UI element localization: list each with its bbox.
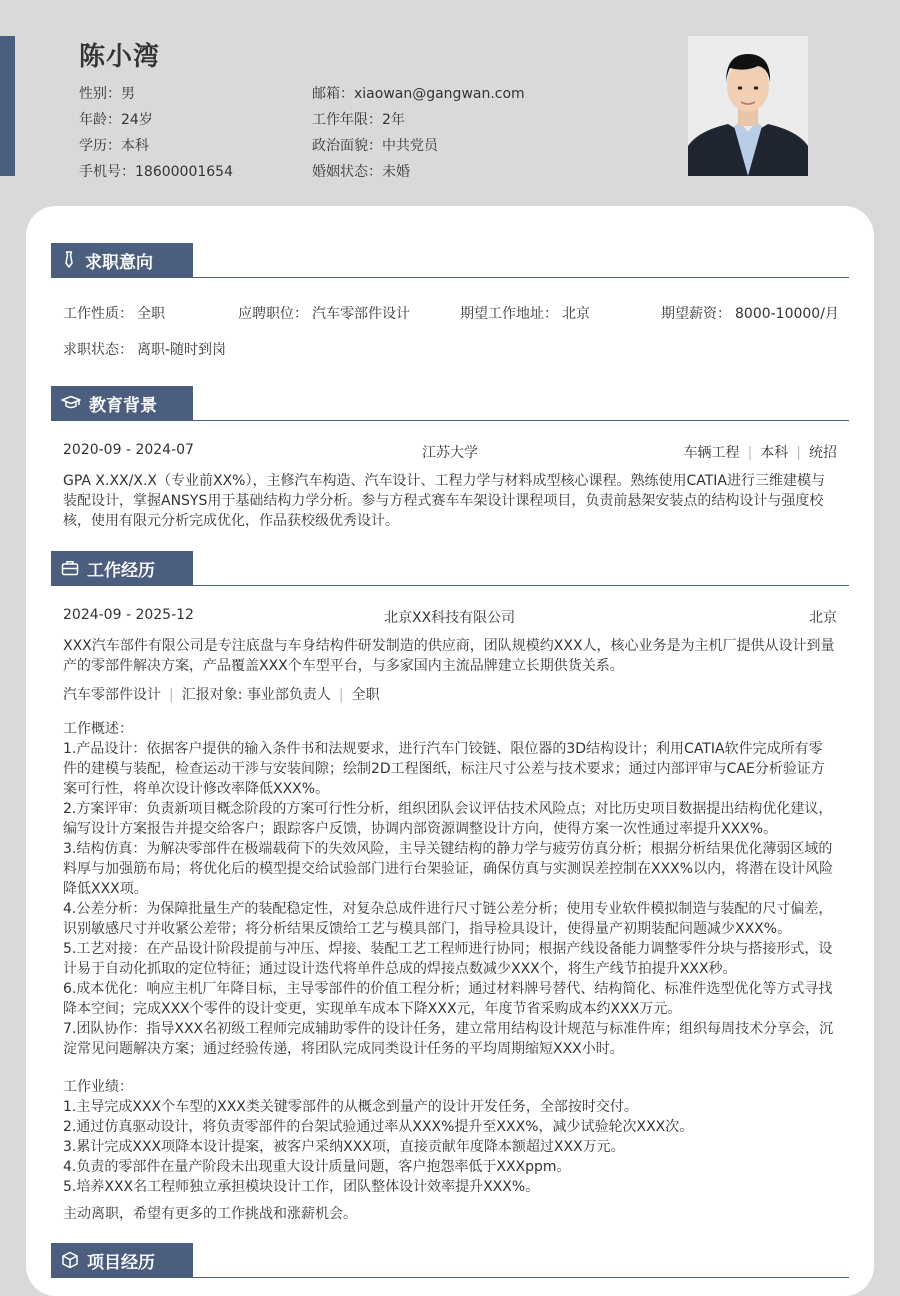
work-overview: 工作概述： 1.产品设计：依据客户提供的输入条件书和法规要求，进行汽车门铰链、限位器的3D结构设计；利用CATIA软件完成所有零件的建模与装配，检查运动干涉与安装间隙；绘制2D工程图纸，标注尺寸公差与技术要求；通过内部评审与CAE分析验证方案可行性，将单次设计修改率降低XXX%。 2.方案评审：负责新项目概念阶段的方案可行性分析，组织团队会议评估技术风险点；对比历史项目数据提出结构优化建议，编写设计方案报告并提交给客户；跟踪客户反馈，协调内部资源调整设计方向，使得方案一次性通过率提升XXX%。 3.结构仿真：为解决零部件在极端载荷下的失效风险，主导关键结构的静力学与疲劳仿真分析；根据分析结果优化薄弱区域的料厚与加强筋布局；将优化后的模型提交给试验部门进行台架验证，确保仿真与实测误差控制在XXX%以内，将潜在设计风险降低XXX项。 4.公差分析：为保障批量生产的装配稳定性，对复杂总成件进行尺寸链公差分析；使用专业软件模拟制造与装配的尺寸偏差，识别敏感尺寸并收紧公差带；将分析结果反馈给工艺与模具部门，指导检具设计，使得量产初期装配问题减少XXX%。 5.工艺对接：在产品设计阶段提前与冲压、焊接、装配工艺工程师进行协同；根据产线设备能力调整零件分块与搭接形式，设计易于自动化抓取的定位特征；通过设计迭代将单件总成的焊接点数减少XXX个，将生产线节拍提升XXX秒。 6.成本优化：响应主机厂年降目标，主导零部件的价值工程分析；通过材料牌号替代、结构简化、标准件选型优化等方式寻找降本空间；完成XXX个零件的设计变更，实现单车成本下降XXX元，年度节省采购成本约XXX万元。 7.团队协作：指导XXX名初级工程师完成辅助零件的设计任务，建立常用结构设计规范与标准件库；组织每周技术分享会，沉淀常见问题解决方案；通过经验传递，将团队完成同类设计任务的平均周期缩短XXX小时。 — [63, 721, 834, 1057]
cube-icon — [61, 1251, 79, 1269]
duty-list — [63, 739, 835, 1059]
education-level: 学历：本科 — [79, 138, 149, 154]
school-name: 江苏大学 — [422, 445, 478, 461]
phone: 手机号：18600001654 — [79, 164, 233, 180]
education-meta: 车辆工程 | 本科 | 统招 — [683, 445, 837, 461]
job-location: 期望工作地址： 北京 — [460, 306, 590, 322]
duty-item: 7.团队协作：指导XXX名初级工程师完成辅助零件的设计任务，建立常用结构设计规范与标准件库；组织每周技术分享会，沉淀常见问题解决方案；通过经验传递，将团队完成同类设计任务的平均周期缩短XXX小时。 — [63, 1021, 834, 1057]
education-period: 2020-09 - 2024-07 — [63, 442, 194, 458]
work-years: 工作年限：2年 — [312, 112, 405, 128]
job-position: 应聘职位： 汽车零部件设计 — [238, 306, 410, 322]
gender: 性别：男 — [79, 86, 135, 102]
duty-item: 3.结构仿真：为解决零部件在极端载荷下的失效风险，主导关键结构的静力学与疲劳仿真分析；根据分析结果优化薄弱区域的料厚与加强筋布局；将优化后的模型提交给试验部门进行台架验证，确保仿真与实测误差控制在XXX%以内，将潜在设计风险降低XXX项。 — [63, 841, 834, 897]
resume-card — [26, 206, 874, 1296]
duty-item: 1.产品设计：依据客户提供的输入条件书和法规要求，进行汽车门铰链、限位器的3D结构设计；利用CATIA软件完成所有零件的建模与装配，检查运动干涉与安装间隙；绘制2D工程图纸，标注尺寸公差与技术要求；通过内部评审与CAE分析验证方案可行性，将单次设计修改率降低XXX%。 — [63, 741, 825, 797]
profile-photo — [688, 36, 808, 176]
job-status: 求职状态： 离职-随时到岗 — [63, 342, 227, 358]
section-title: 求职意向 — [85, 252, 153, 273]
graduation-cap-icon — [61, 395, 81, 411]
education-description: GPA X.XX/X.X（专业前XX%），主修汽车构造、汽车设计、工程力学与材料成型核心课程。熟练使用CATIA进行三维建模与装配设计，掌握ANSYS用于基础结构力学分析。参与方程式赛车车架设计课程项目，负责前悬架安装点的结构设计与强度校核，使用有限元分析完成优化，作品获校级优秀设计。 — [63, 473, 825, 529]
achievement-item: 2.通过仿真驱动设计，将负责零部件的台架试验通过率从XXX%提升至XXX%，减少试验轮次XXX次。 — [63, 1119, 694, 1135]
duty-item: 5.工艺对接：在产品设计阶段提前与冲压、焊接、装配工艺工程师进行协同；根据产线设备能力调整零件分块与搭接形式，设计易于自动化抓取的定位特征；通过设计迭代将单件总成的焊接点数减少XXX个，将生产线节拍提升XXX秒。 — [63, 941, 833, 977]
company-name: 北京XX科技有限公司 — [384, 610, 516, 626]
section-title: 项目经历 — [87, 1252, 155, 1273]
job-type: 工作性质： 全职 — [63, 306, 165, 322]
political-status: 政治面貌：中共党员 — [312, 138, 438, 154]
email: 邮箱：xiaowan@gangwan.com — [312, 86, 525, 102]
company-intro: XXX汽车部件有限公司是专注底盘与车身结构件研发制造的供应商，团队规模约XXX人，核心业务是为主机厂提供从设计到量产的零部件解决方案，产品覆盖XXX个车型平台，与多家国内主流品牌建立长期供货关系。 — [63, 638, 835, 674]
duty-item: 6.成本优化：响应主机厂年降目标，主导零部件的价值工程分析；通过材料牌号替代、结构简化、标准件选型优化等方式寻找降本空间；完成XXX个零件的设计变更，实现单车成本下降XXX元，年度节省采购成本约XXX万元。 — [63, 981, 833, 1017]
work-city: 北京 — [809, 610, 837, 626]
briefcase-icon — [61, 560, 79, 576]
leave-reason: 主动离职，希望有更多的工作挑战和涨薪机会。 — [63, 1206, 357, 1222]
work-achievements: 工作业绩： 1.主导完成XXX个车型的XXX类关键零部件的从概念到量产的设计开发任务，全部按时交付。 2.通过仿真驱动设计，将负责零部件的台架试验通过率从XXX%提升至XXX%，减少试验轮次XXX次。 3.累计完成XXX项降本设计提案，被客户采纳XXX项，直接贡献年度降本额超过XXX万元。 4.负责的零部件在量产阶段未出现重大设计质量问题，客户抱怨率低于XXXppm。 5.培养XXX名工程师独立承担模块设计工作，团队整体设计效率提升XXX%。 — [63, 1077, 835, 1197]
section-education — [51, 386, 849, 421]
section-title: 工作经历 — [87, 560, 155, 581]
candidate-name: 陈小湾 — [79, 42, 161, 72]
achievement-list — [63, 1097, 835, 1197]
duty-item: 2.方案评审：负责新项目概念阶段的方案可行性分析，组织团队会议评估技术风险点；对比历史项目数据提出结构优化建议，编写设计方案报告并提交给客户；跟踪客户反馈，协调内部资源调整设计方向，使得方案一次性通过率提升XXX%。 — [63, 801, 833, 837]
achievement-item: 5.培养XXX名工程师独立承担模块设计工作，团队整体设计效率提升XXX%。 — [63, 1179, 540, 1195]
tie-icon — [61, 251, 77, 269]
section-job-intent — [51, 243, 849, 278]
section-title: 教育背景 — [89, 395, 157, 416]
marital-status: 婚姻状态：未婚 — [312, 164, 410, 180]
achievement-item: 3.累计完成XXX项降本设计提案，被客户采纳XXX项，直接贡献年度降本额超过XXX万元。 — [63, 1139, 625, 1155]
accent-bar — [0, 36, 15, 176]
section-projects — [51, 1243, 849, 1278]
achievement-item: 1.主导完成XXX个车型的XXX类关键零部件的从概念到量产的设计开发任务，全部按时交付。 — [63, 1099, 638, 1115]
duty-item: 4.公差分析：为保障批量生产的装配稳定性，对复杂总成件进行尺寸链公差分析；使用专业软件模拟制造与装配的尺寸偏差，识别敏感尺寸并收紧公差带；将分析结果反馈给工艺与模具部门，指导检具设计，使得量产初期装配问题减少XXX%。 — [63, 901, 833, 937]
expected-salary: 期望薪资： 8000-10000/月 — [661, 306, 839, 322]
section-work — [51, 551, 849, 586]
work-meta: 汽车零部件设计 | 汇报对象: 事业部负责人 | 全职 — [63, 687, 380, 703]
work-period: 2024-09 - 2025-12 — [63, 607, 194, 623]
achievement-item: 4.负责的零部件在量产阶段未出现重大设计质量问题，客户抱怨率低于XXXppm。 — [63, 1159, 571, 1175]
age: 年龄：24岁 — [79, 112, 153, 128]
